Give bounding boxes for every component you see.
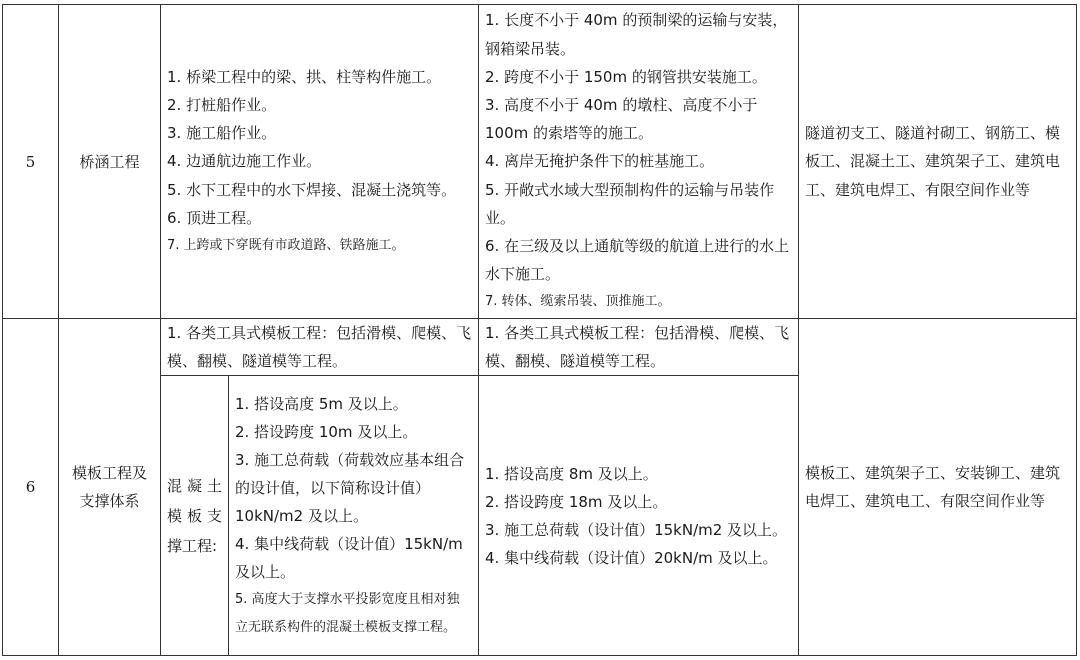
list-item: 2. 搭设跨度 10m 及以上。 (235, 422, 418, 441)
list-item: 5. 水下工程中的水下焊接、混凝土浇筑等。 (167, 180, 457, 199)
row-number: 6 (3, 319, 59, 656)
project-name-line: 模板工程及 (71, 464, 147, 483)
scope-cell (161, 5, 479, 319)
list-item: 1. 搭设高度 5m 及以上。 (235, 394, 408, 413)
workers-cell: 模板工、建筑架子工、安装铆工、建筑电焊工、建筑电工、有限空间作业等 (799, 319, 1077, 656)
list-item: 1. 搭设高度 8m 及以上。 (485, 464, 658, 483)
list-item: 3. 高度不小于 40m 的墩柱、高度不小于 100m 的索塔等的施工。 (485, 95, 758, 143)
list-item: 1. 桥梁工程中的梁、拱、柱等构件施工。 (167, 67, 442, 86)
list-item: 5. 开敞式水域大型预制构件的运输与吊装作业。 (485, 180, 775, 227)
table-row (3, 319, 1077, 376)
project-name (59, 319, 161, 656)
large-scope-cell (479, 5, 799, 319)
list-item: 4. 离岸无掩护条件下的桩基施工。 (485, 152, 715, 171)
list-item: 3. 施工船作业。 (167, 124, 277, 143)
list-item: 3. 施工总荷载（设计值）15kN/m2 及以上。 (485, 520, 788, 539)
list-item: 6. 在三级及以上通航等级的航道上进行的水上水下施工。 (485, 237, 790, 284)
table-row (3, 5, 1077, 319)
list-item: 1. 长度不小于 40m 的预制梁的运输与安装，钢箱梁吊装。 (485, 11, 788, 58)
list-item: 4. 集中线荷载（设计值）15kN/m 及以上。 (235, 534, 463, 581)
list-item: 4. 集中线荷载（设计值）20kN/m 及以上。 (485, 549, 778, 568)
list-item: 6. 顶进工程。 (167, 208, 262, 227)
list-item: 5. 高度大于支撑水平投影宽度且相对独立无联系构件的混凝土模板支撑工程。 (235, 591, 460, 635)
list-item: 2. 打桩船作业。 (167, 95, 277, 114)
list-item: 2. 跨度不小于 150m 的钢管拱安装施工。 (485, 67, 767, 86)
large-sub-scope-cell (479, 376, 799, 656)
list-item: 7. 上跨或下穿既有市政道路、铁路施工。 (167, 238, 405, 253)
row-number: 5 (3, 5, 59, 319)
sub-category-label: 混凝土模板支撑工程: (161, 376, 229, 656)
sub-scope-cell (229, 376, 479, 656)
project-name-line: 支撑体系 (79, 492, 140, 511)
engineering-table (2, 4, 1077, 656)
list-item: 2. 搭设跨度 18m 及以上。 (485, 492, 668, 511)
project-name: 桥涵工程 (59, 5, 161, 319)
list-item: 7. 转体、缆索吊装、顶推施工。 (485, 294, 671, 310)
large-scope-cell: 1. 各类工具式模板工程：包括滑模、爬模、飞模、翻模、隧道模等工程。 (479, 319, 799, 376)
workers-cell: 隧道初支工、隧道衬砌工、钢筋工、模板工、混凝土工、建筑架子工、建筑电工、建筑电焊工、有限空间作业等 (799, 5, 1077, 319)
scope-cell: 1. 各类工具式模板工程：包括滑模、爬模、飞模、翻模、隧道模等工程。 (161, 319, 479, 376)
list-item: 4. 边通航边施工作业。 (167, 152, 322, 171)
list-item: 3. 施工总荷载（荷载效应基本组合的设计值，以下简称设计值）10kN/m2 及以上。 (235, 450, 465, 525)
